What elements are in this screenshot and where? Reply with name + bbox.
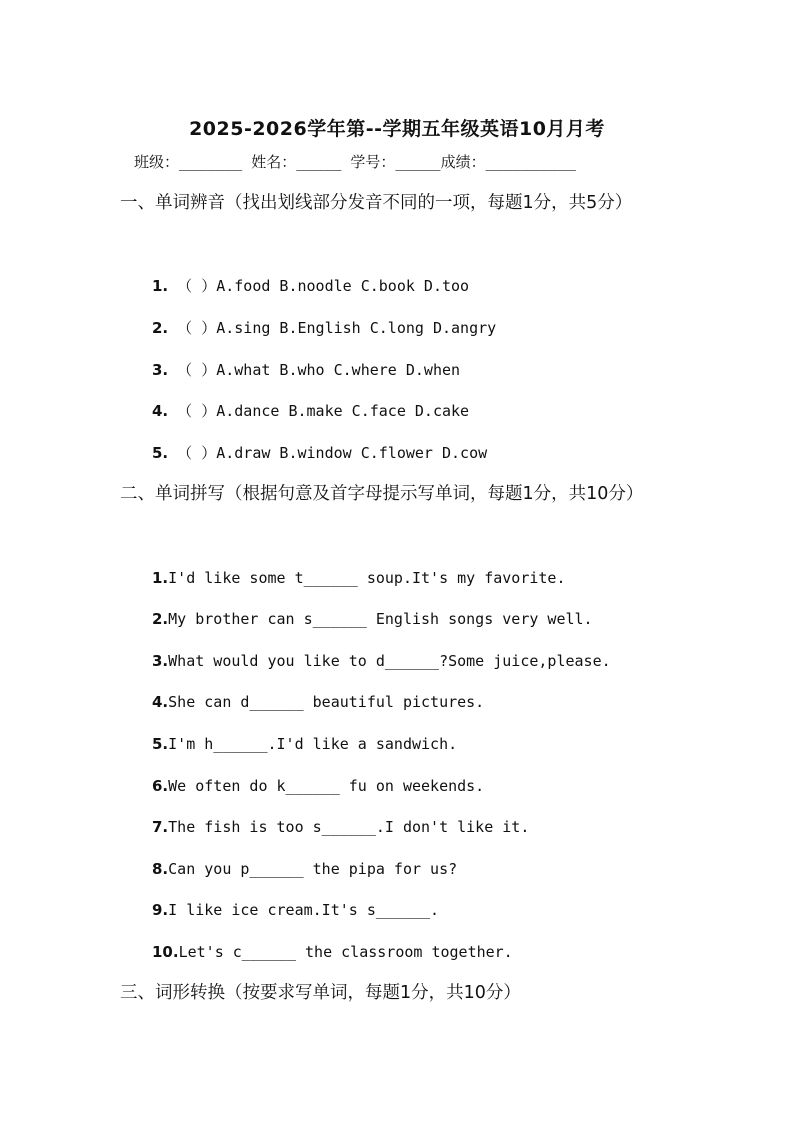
list-item: 3. （ ）A.what B.who C.where D.when [152,361,461,379]
list-item: 2. （ ）A.sing B.English C.long D.angry [152,319,497,337]
list-item: 4. （ ）A.dance B.make C.face D.cake [152,402,470,420]
exam-title: 2025-2026学年第--学期五年级英语10月月考 [189,118,605,140]
list-item: 1. （ ）A.food B.noodle C.book D.too [152,277,470,295]
student-info-line: 班级：_______ 姓名：_____ 学号：_____成绩：__________ [134,153,576,171]
list-item: 3.What would you like to d______?Some juice,please. [152,652,611,670]
list-item: 8.Can you p______ the pipa for us? [152,860,458,878]
section-2-heading: 二、单词拼写（根据句意及首字母提示写单词，每题1分，共10分） [120,484,644,504]
list-item: 6.We often do k______ fu on weekends. [152,777,485,795]
list-item: 10.Let's c______ the classroom together. [152,943,513,961]
list-item: 4.She can d______ beautiful pictures. [152,693,485,711]
section-1-heading: 一、单词辨音（找出划线部分发音不同的一项，每题1分，共5分） [120,193,633,213]
list-item: 7.The fish is too s______.I don't like it. [152,818,530,836]
section-3-heading: 三、词形转换（按要求写单词，每题1分，共10分） [120,983,521,1003]
list-item: 2.My brother can s______ English songs very well. [152,610,593,628]
list-item: 5.I'm h______.I'd like a sandwich. [152,735,458,753]
list-item: 9.I like ice cream.It's s______. [152,901,440,919]
list-item: 1.I'd like some t______ soup.It's my favorite. [152,569,566,587]
list-item: 5. （ ）A.draw B.window C.flower D.cow [152,444,488,462]
